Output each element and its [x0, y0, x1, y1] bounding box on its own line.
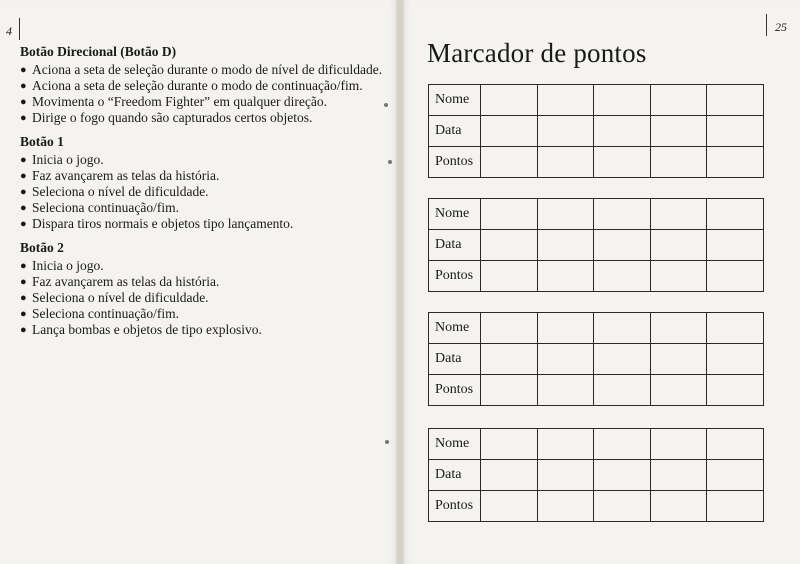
list-item: ● Dispara tiros normais e objetos tipo lançamento. — [20, 216, 294, 231]
bullet-icon: ● — [20, 324, 27, 336]
paper-spot — [388, 160, 392, 164]
score-cell[interactable] — [650, 116, 707, 147]
bullet-icon: ● — [20, 308, 27, 320]
score-cell[interactable] — [537, 199, 594, 230]
score-cell[interactable] — [650, 261, 707, 292]
score-cell[interactable] — [594, 85, 651, 116]
score-cell[interactable] — [594, 261, 651, 292]
list-item: ● Seleciona continuação/fim. — [20, 200, 179, 215]
score-cell[interactable] — [650, 230, 707, 261]
score-cell[interactable] — [480, 344, 537, 375]
row-label-date: Data — [429, 344, 481, 375]
list-item: ● Inicia o jogo. — [20, 152, 104, 167]
score-cell[interactable] — [594, 429, 651, 460]
score-cell[interactable] — [480, 199, 537, 230]
row-label-name: Nome — [429, 85, 481, 116]
list-item: ● Aciona a seta de seleção durante o modo de continuação/fim. — [20, 78, 363, 93]
score-cell[interactable] — [594, 147, 651, 178]
score-cell[interactable] — [594, 375, 651, 406]
section-title: Botão Direcional (Botão D) — [20, 44, 177, 59]
list-item: ● Aciona a seta de seleção durante o modo de nível de dificuldade. — [20, 62, 383, 77]
score-cell[interactable] — [650, 375, 707, 406]
row-label-points: Pontos — [429, 375, 481, 406]
score-cell[interactable] — [707, 85, 764, 116]
right-page-number-rule — [766, 14, 767, 36]
bullet-icon: ● — [20, 218, 27, 230]
row-label-date: Data — [429, 116, 481, 147]
table-row — [429, 375, 764, 406]
score-cell[interactable] — [480, 116, 537, 147]
bullet-icon: ● — [20, 170, 27, 182]
list-item: ● Faz avançarem as telas da história. — [20, 168, 220, 183]
score-table — [428, 312, 764, 406]
score-cell[interactable] — [537, 375, 594, 406]
bullet-icon: ● — [20, 96, 27, 108]
score-table — [428, 84, 764, 178]
table-row — [429, 85, 764, 116]
score-cell[interactable] — [650, 344, 707, 375]
score-cell[interactable] — [707, 261, 764, 292]
page-title: Marcador de pontos — [427, 38, 647, 68]
score-cell[interactable] — [707, 491, 764, 522]
score-cell[interactable] — [537, 491, 594, 522]
left-page-number-rule — [19, 18, 20, 40]
score-cell[interactable] — [650, 460, 707, 491]
row-label-name: Nome — [429, 199, 481, 230]
score-cell[interactable] — [480, 85, 537, 116]
score-cell[interactable] — [650, 491, 707, 522]
score-cell[interactable] — [537, 85, 594, 116]
row-label-points: Pontos — [429, 147, 481, 178]
row-label-points: Pontos — [429, 491, 481, 522]
bullet-icon: ● — [20, 80, 27, 92]
list-item: ● Seleciona continuação/fim. — [20, 306, 179, 321]
score-cell[interactable] — [707, 147, 764, 178]
score-cell[interactable] — [707, 199, 764, 230]
bullet-icon: ● — [20, 112, 27, 124]
controls-description — [20, 44, 390, 346]
score-cell[interactable] — [594, 313, 651, 344]
bullet-icon: ● — [20, 292, 27, 304]
row-label-date: Data — [429, 460, 481, 491]
score-cell[interactable] — [537, 147, 594, 178]
table-row — [429, 429, 764, 460]
table-row — [429, 491, 764, 522]
list-item: ● Lança bombas e objetos de tipo explosivo. — [20, 322, 262, 337]
score-cell[interactable] — [594, 199, 651, 230]
score-cell[interactable] — [480, 491, 537, 522]
score-cell[interactable] — [650, 429, 707, 460]
score-cell[interactable] — [594, 116, 651, 147]
score-cell[interactable] — [480, 460, 537, 491]
row-label-points: Pontos — [429, 261, 481, 292]
left-page-number: 4 — [6, 24, 12, 38]
book-gutter — [396, 0, 404, 564]
score-cell[interactable] — [537, 313, 594, 344]
paper-spot — [384, 103, 388, 107]
score-cell[interactable] — [537, 116, 594, 147]
score-cell[interactable] — [707, 429, 764, 460]
list-item: ● Dirige o fogo quando são capturados certos objetos. — [20, 110, 313, 125]
table-row — [429, 261, 764, 292]
section-title: Botão 2 — [20, 240, 64, 255]
list-item: ● Seleciona o nível de dificuldade. — [20, 290, 209, 305]
table-row — [429, 147, 764, 178]
score-cell[interactable] — [537, 261, 594, 292]
score-cell[interactable] — [594, 491, 651, 522]
bullet-icon: ● — [20, 186, 27, 198]
score-cell[interactable] — [650, 199, 707, 230]
score-cell[interactable] — [707, 344, 764, 375]
score-cell[interactable] — [537, 429, 594, 460]
score-cell[interactable] — [594, 460, 651, 491]
section-button-2 — [20, 240, 390, 338]
table-row — [429, 230, 764, 261]
score-cell[interactable] — [480, 147, 537, 178]
bullet-list — [20, 152, 390, 232]
row-label-name: Nome — [429, 313, 481, 344]
paper-spot — [385, 440, 389, 444]
table-row — [429, 460, 764, 491]
list-item: ● Inicia o jogo. — [20, 258, 104, 273]
score-cell[interactable] — [480, 375, 537, 406]
list-item: ● Movimenta o “Freedom Fighter” em qualquer direção. — [20, 94, 328, 109]
score-cell[interactable] — [480, 313, 537, 344]
row-label-date: Data — [429, 230, 481, 261]
score-cell[interactable] — [594, 344, 651, 375]
score-cell[interactable] — [537, 230, 594, 261]
right-page-number: 25 — [775, 20, 787, 34]
score-cell[interactable] — [650, 85, 707, 116]
bullet-icon: ● — [20, 260, 27, 272]
score-cell[interactable] — [480, 429, 537, 460]
section-button-1 — [20, 134, 390, 232]
bullet-icon: ● — [20, 154, 27, 166]
bullet-icon: ● — [20, 64, 27, 76]
bullet-list — [20, 62, 390, 126]
score-cell[interactable] — [650, 313, 707, 344]
table-row — [429, 116, 764, 147]
list-item: ● Faz avançarem as telas da história. — [20, 274, 220, 289]
section-title: Botão 1 — [20, 134, 64, 149]
table-row — [429, 313, 764, 344]
score-cell[interactable] — [537, 460, 594, 491]
score-cell[interactable] — [594, 230, 651, 261]
table-row — [429, 199, 764, 230]
list-item: ● Seleciona o nível de dificuldade. — [20, 184, 209, 199]
score-cell[interactable] — [707, 375, 764, 406]
score-table — [428, 428, 764, 522]
bullet-icon: ● — [20, 276, 27, 288]
score-cell[interactable] — [707, 116, 764, 147]
bullet-list — [20, 258, 390, 338]
score-cell[interactable] — [707, 313, 764, 344]
score-table — [428, 198, 764, 292]
score-cell[interactable] — [707, 460, 764, 491]
bullet-icon: ● — [20, 202, 27, 214]
row-label-name: Nome — [429, 429, 481, 460]
section-direction-button — [20, 44, 390, 126]
score-cell[interactable] — [480, 261, 537, 292]
score-cell[interactable] — [480, 230, 537, 261]
table-row — [429, 344, 764, 375]
score-cell[interactable] — [707, 230, 764, 261]
score-cell[interactable] — [537, 344, 594, 375]
score-cell[interactable] — [650, 147, 707, 178]
